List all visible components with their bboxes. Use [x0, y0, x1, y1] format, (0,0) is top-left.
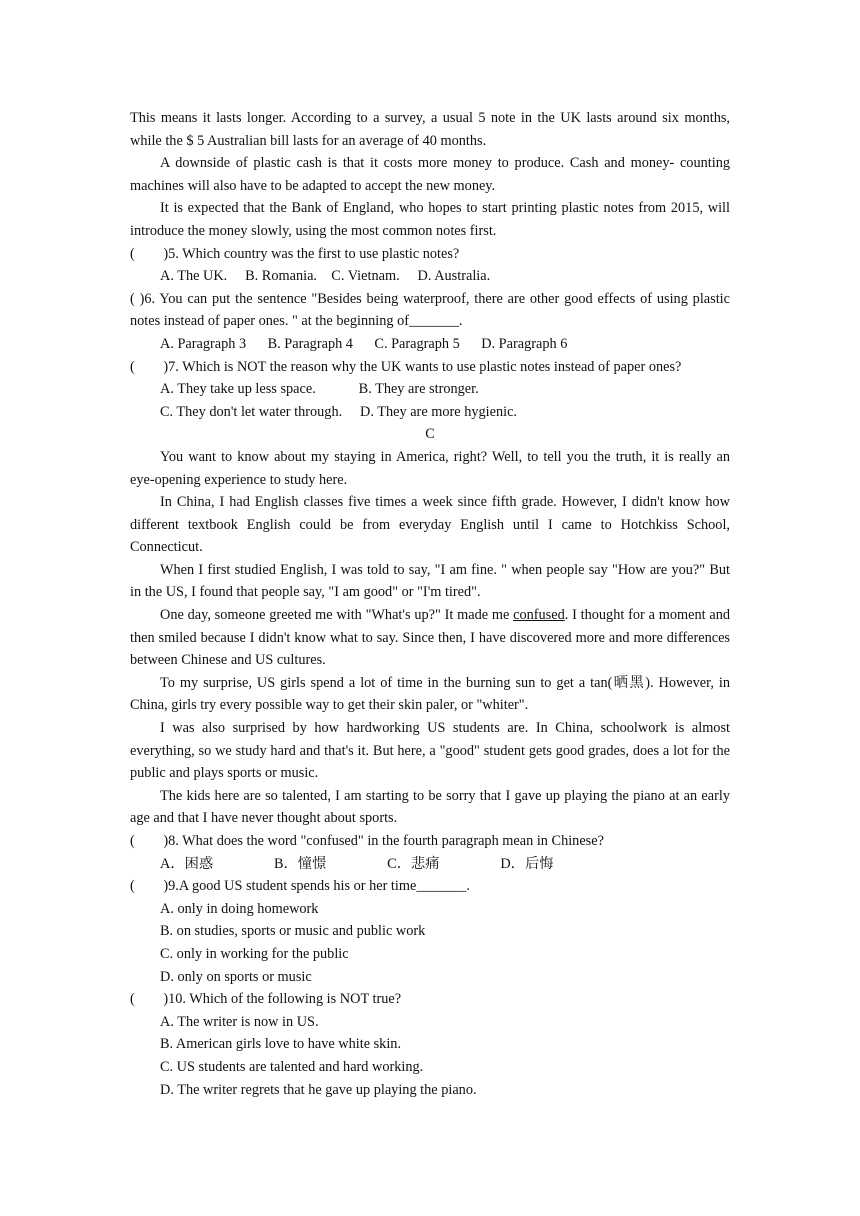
section-c-paragraph-3: When I first studied English, I was told to say, "I am fine. " when people say "How are you?" But in the US, I found that people say, "I am good" or "I'm tired". [130, 561, 730, 601]
question-10-option-a: A. The writer is now in US. [160, 1013, 319, 1030]
underlined-word-confused: confused [513, 607, 565, 624]
question-7-stem: ( )7. Which is NOT the reason why the UK wants to use plastic notes instead of paper ones? [130, 358, 682, 375]
section-c-heading: C [425, 426, 435, 443]
paragraph-4-text-before: One day, someone greeted me with "What's up?" It made me [160, 607, 514, 624]
question-5-stem: ( )5. Which country was the first to use plastic notes? [130, 245, 460, 262]
question-7-options-row-2: C. They don't let water through. D. They are more hygienic. [160, 403, 517, 420]
passage-b-paragraph-bank: It is expected that the Bank of England, who hopes to start printing plastic notes from 2015, will introduce the money slowly, using the most common notes first. [130, 200, 730, 239]
question-9-option-a: A. only in doing homework [160, 900, 319, 917]
question-10-stem: ( )10. Which of the following is NOT true? [130, 991, 402, 1008]
question-10-option-d: D. The writer regrets that he gave up playing the piano. [160, 1081, 477, 1098]
question-5-options: A. The UK. B. Romania. C. Vietnam. D. Australia. [160, 268, 491, 285]
question-10-option-b: B. American girls love to have white skin. [160, 1036, 402, 1053]
paragraph-4-text-after: . I thought for a moment and then smiled because I didn't know what to say. Since then, I have discovered more and more differences between Chinese and US cultures. [130, 607, 730, 669]
question-10-option-c: C. US students are talented and hard working. [160, 1058, 424, 1075]
question-9-option-b: B. on studies, sports or music and public work [160, 923, 426, 940]
section-c-paragraph-5: To my surprise, US girls spend a lot of time in the burning sun to get a tan(晒黑). However, in China, girls try every possible way to get their skin paler, or "whiter". [130, 674, 730, 714]
question-8-stem: ( )8. What does the word "confused" in the fourth paragraph mean in Chinese? [130, 833, 604, 849]
question-8-options: A．困惑 B．憧憬 C．悲痛 D．后悔 [160, 855, 554, 872]
section-c-paragraph-1: You want to know about my staying in America, right? Well, to tell you the truth, it is really an eye-opening experience to study here. [130, 448, 730, 488]
question-9-option-c: C. only in working for the public [160, 945, 349, 962]
document-page [130, 107, 730, 1101]
question-7-options-row-1: A. They take up less space. B. They are stronger. [160, 381, 479, 398]
section-c-paragraph-6: I was also surprised by how hardworking US students are. In China, schoolwork is almost everything, so we study hard and that's it. But here, a "good" student gets good grades, does a lot for the public and plays sports or music. [130, 720, 730, 782]
question-6-stem: ( )6. You can put the sentence "Besides being waterproof, there are other good effects of using plastic notes instead of paper ones. " at the beginning of_______. [130, 290, 730, 330]
question-9-option-d: D. only on sports or music [160, 968, 312, 985]
passage-b-paragraph-tail: This means it lasts longer. According to a survey, a usual 5 note in the UK lasts around six months, while the $ 5 Australian bill lasts for an average of 40 months. [130, 110, 730, 149]
section-c-paragraph-2: In China, I had English classes five times a week since fifth grade. However, I didn't know how different textbook English could be from everyday English until I came to Hotchkiss School, Connecticut. [130, 494, 730, 556]
section-c-paragraph-4 [130, 604, 730, 672]
passage-b-paragraph-downside: A downside of plastic cash is that it costs more money to produce. Cash and money- counting machines will also have to be adapted to accept the new money. [130, 155, 730, 194]
question-6-options: A. Paragraph 3 B. Paragraph 4 C. Paragraph 5 D. Paragraph 6 [160, 335, 568, 352]
question-9-stem: ( )9.A good US student spends his or her time_______. [130, 878, 470, 895]
section-c-paragraph-7: The kids here are so talented, I am starting to be sorry that I gave up playing the piano at an early age and that I have never thought about sports. [130, 787, 730, 827]
